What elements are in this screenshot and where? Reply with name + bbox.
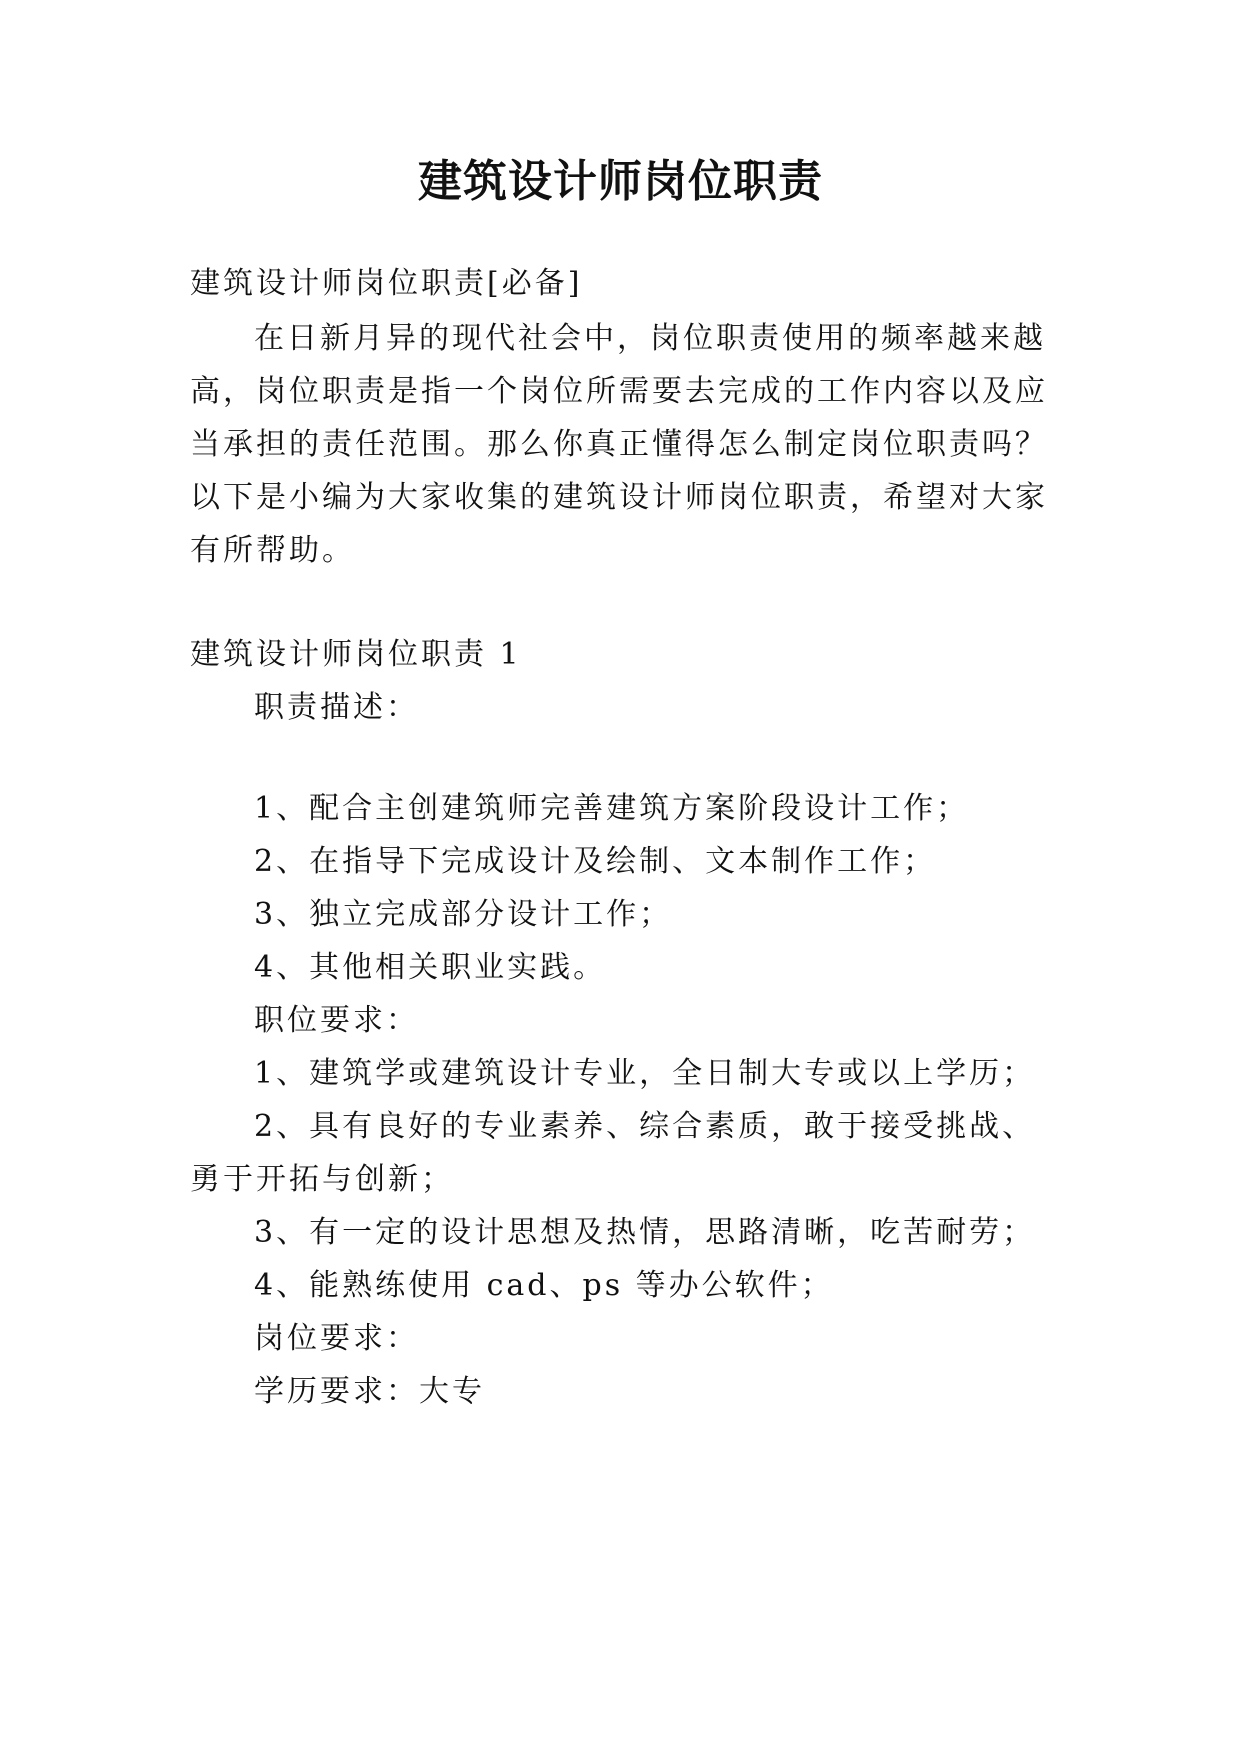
- intro-line-3: 当承担的责任范围。那么你真正懂得怎么制定岗位职责吗？: [190, 427, 1048, 462]
- requirement-item-4: 4、能熟练使用 cad、ps 等办公软件；: [254, 1268, 834, 1303]
- requirement-item-3: 3、有一定的设计思想及热情，思路清晰，吃苦耐劳；: [254, 1215, 1036, 1250]
- requirements-label: 职位要求：: [254, 1003, 419, 1038]
- position-requirements-label: 岗位要求：: [254, 1321, 419, 1356]
- duty-item-2: 2、在指导下完成设计及绘制、文本制作工作；: [254, 844, 937, 879]
- intro-line-2: 高，岗位职责是指一个岗位所需要去完成的工作内容以及应: [190, 374, 1048, 409]
- requirement-item-2-continued: 勇于开拓与创新；: [190, 1162, 454, 1197]
- education-requirement: 学历要求：大专: [254, 1374, 485, 1409]
- duty-item-1: 1、配合主创建筑师完善建筑方案阶段设计工作；: [254, 791, 970, 826]
- document-title: 建筑设计师岗位职责: [418, 156, 823, 207]
- duties-label: 职责描述：: [254, 690, 419, 725]
- intro-line-5: 有所帮助。: [190, 533, 355, 568]
- duty-item-4: 4、其他相关职业实践。: [254, 950, 607, 985]
- intro-line-4: 以下是小编为大家收集的建筑设计师岗位职责，希望对大家: [190, 480, 1048, 515]
- requirement-item-1: 1、建筑学或建筑设计专业，全日制大专或以上学历；: [254, 1056, 1036, 1091]
- section-heading: 建筑设计师岗位职责 1: [190, 637, 522, 672]
- intro-line-1: 在日新月异的现代社会中，岗位职责使用的频率越来越: [254, 321, 1046, 356]
- duty-item-3: 3、独立完成部分设计工作；: [254, 897, 673, 932]
- document-subtitle: 建筑设计师岗位职责[必备]: [190, 266, 583, 301]
- requirement-item-2: 2、具有良好的专业素养、综合素质，敢于接受挑战、: [254, 1109, 1036, 1144]
